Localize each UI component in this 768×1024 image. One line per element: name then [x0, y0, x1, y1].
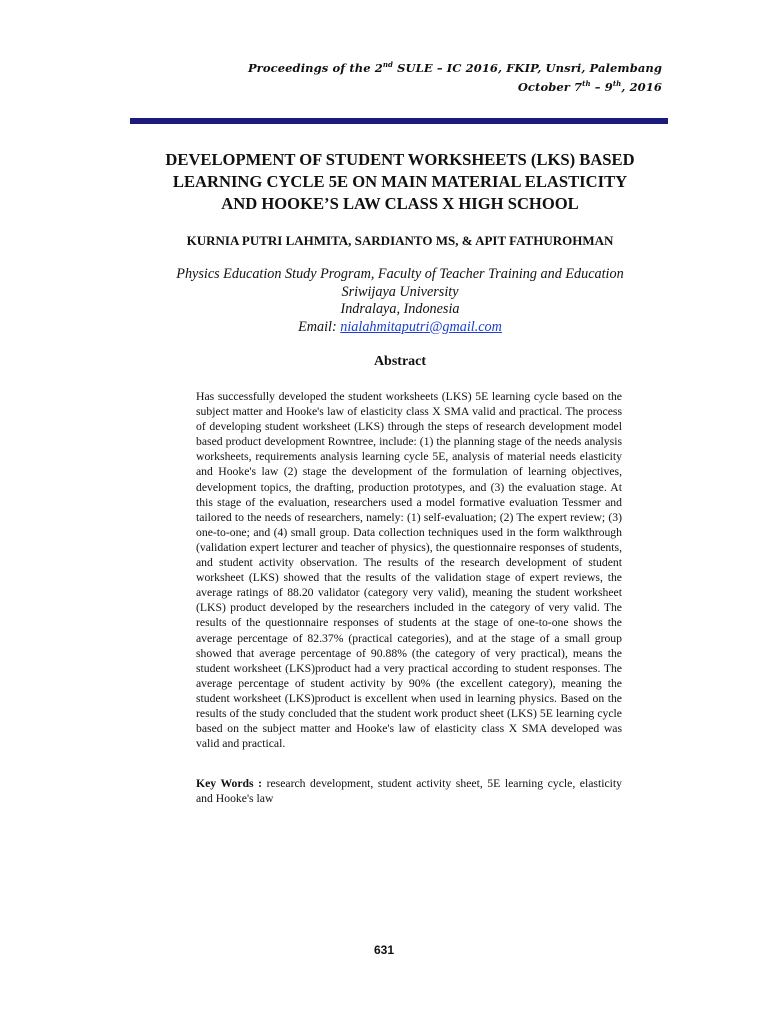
abstract-body: Has successfully developed the student worksheets (LKS) 5E learning cycle based on the subject matter and Hooke's law of elasticity class X SMA valid and practical. The process of developing student worksheet (LKS) through the steps of research development model based product development Rowntree, include: (1) the planning stage of the needs analysis worksheets, requirements analysis learning cycle 5E, analysis of material needs elasticity and Hooke's law (2) stage the development of the formulation of learning objectives, development topics, the drafting, production prototypes, and (3) the evaluation stage. At this stage of the evaluation, researchers used a model formative evaluation Tessmer and tailored to the needs of researchers, namely: (1) self-evaluation; (2) The expert review; (3) one-to-one; and (4) small group. Data collection techniques used in the form walkthrough (validation expert lecturer and teacher of physics), the questionnaire responses of students, and student activity observation. The results of the research development of student worksheet (LKS) showed that the results of the validation stage of expert reviews, the average ratings of 88.20 validator (category very valid), meaning the student worksheet (LKS) product developed by the researchers included in the category of very valid. The results of the questionnaire responses of students at the stage of one-to-one shows the average percentage of 82.37% (practical categories), and at the stage of a small group showed that average percentage of 90.88% (the category of very practical), means the student worksheet (LKS)product had a very practical according to student responses. The average percentage of student activity by 90% (the excellent category), meaning the student worksheet (LKS)product is excellent when used in learning physics. Based on the results of the study concluded that the student work product sheet (LKS) 5E learning cycle based on the subject matter and Hooke's law of elasticity class X SMA developed was valid and practical.	[196, 390, 622, 751]
header-superscript: nd	[382, 60, 394, 69]
author-affiliation	[110, 266, 690, 336]
proceedings-header	[248, 60, 662, 75]
email-label: Email:	[298, 318, 341, 335]
keywords	[196, 776, 622, 806]
title-line: LEARNING CYCLE 5E ON MAIN MATERIAL ELASTICITY	[172, 172, 628, 191]
title-line: AND HOOKE’S LAW CLASS X HIGH SCHOOL	[221, 194, 579, 213]
affiliation-email	[110, 319, 690, 337]
paper-authors: KURNIA PUTRI LAHMITA, SARDIANTO MS, & APIT FATHUROHMAN	[186, 233, 614, 248]
affiliation-location: Indralaya, Indonesia	[340, 301, 460, 317]
header-text: Proceedings of the 2	[247, 60, 383, 75]
header-divider	[130, 118, 668, 124]
paper-title	[110, 149, 690, 215]
keywords-label: Key Words :	[196, 777, 267, 790]
date-superscript: th	[612, 79, 622, 88]
keywords-text: research development, student activity sheet, 5E learning cycle, elasticity and Hooke's law	[196, 777, 622, 806]
title-line: DEVELOPMENT OF STUDENT WORKSHEETS (LKS) BASED	[165, 150, 635, 169]
abstract-heading: Abstract	[373, 354, 427, 369]
affiliation-university: Sriwijaya University	[341, 283, 459, 300]
date-text: October 7	[517, 79, 583, 94]
header-text: SULE – IC 2016, FKIP, Unsri, Palembang	[393, 60, 662, 75]
date-superscript: th	[582, 79, 591, 88]
affiliation-program: Physics Education Study Program, Faculty of Teacher Training and Education	[176, 266, 624, 282]
conference-date	[518, 79, 662, 94]
page-number: 631	[373, 943, 395, 957]
date-text: , 2016	[621, 79, 662, 94]
email-link[interactable]: nialahmitaputri@gmail.com	[340, 318, 502, 335]
date-text: – 9	[590, 79, 613, 94]
